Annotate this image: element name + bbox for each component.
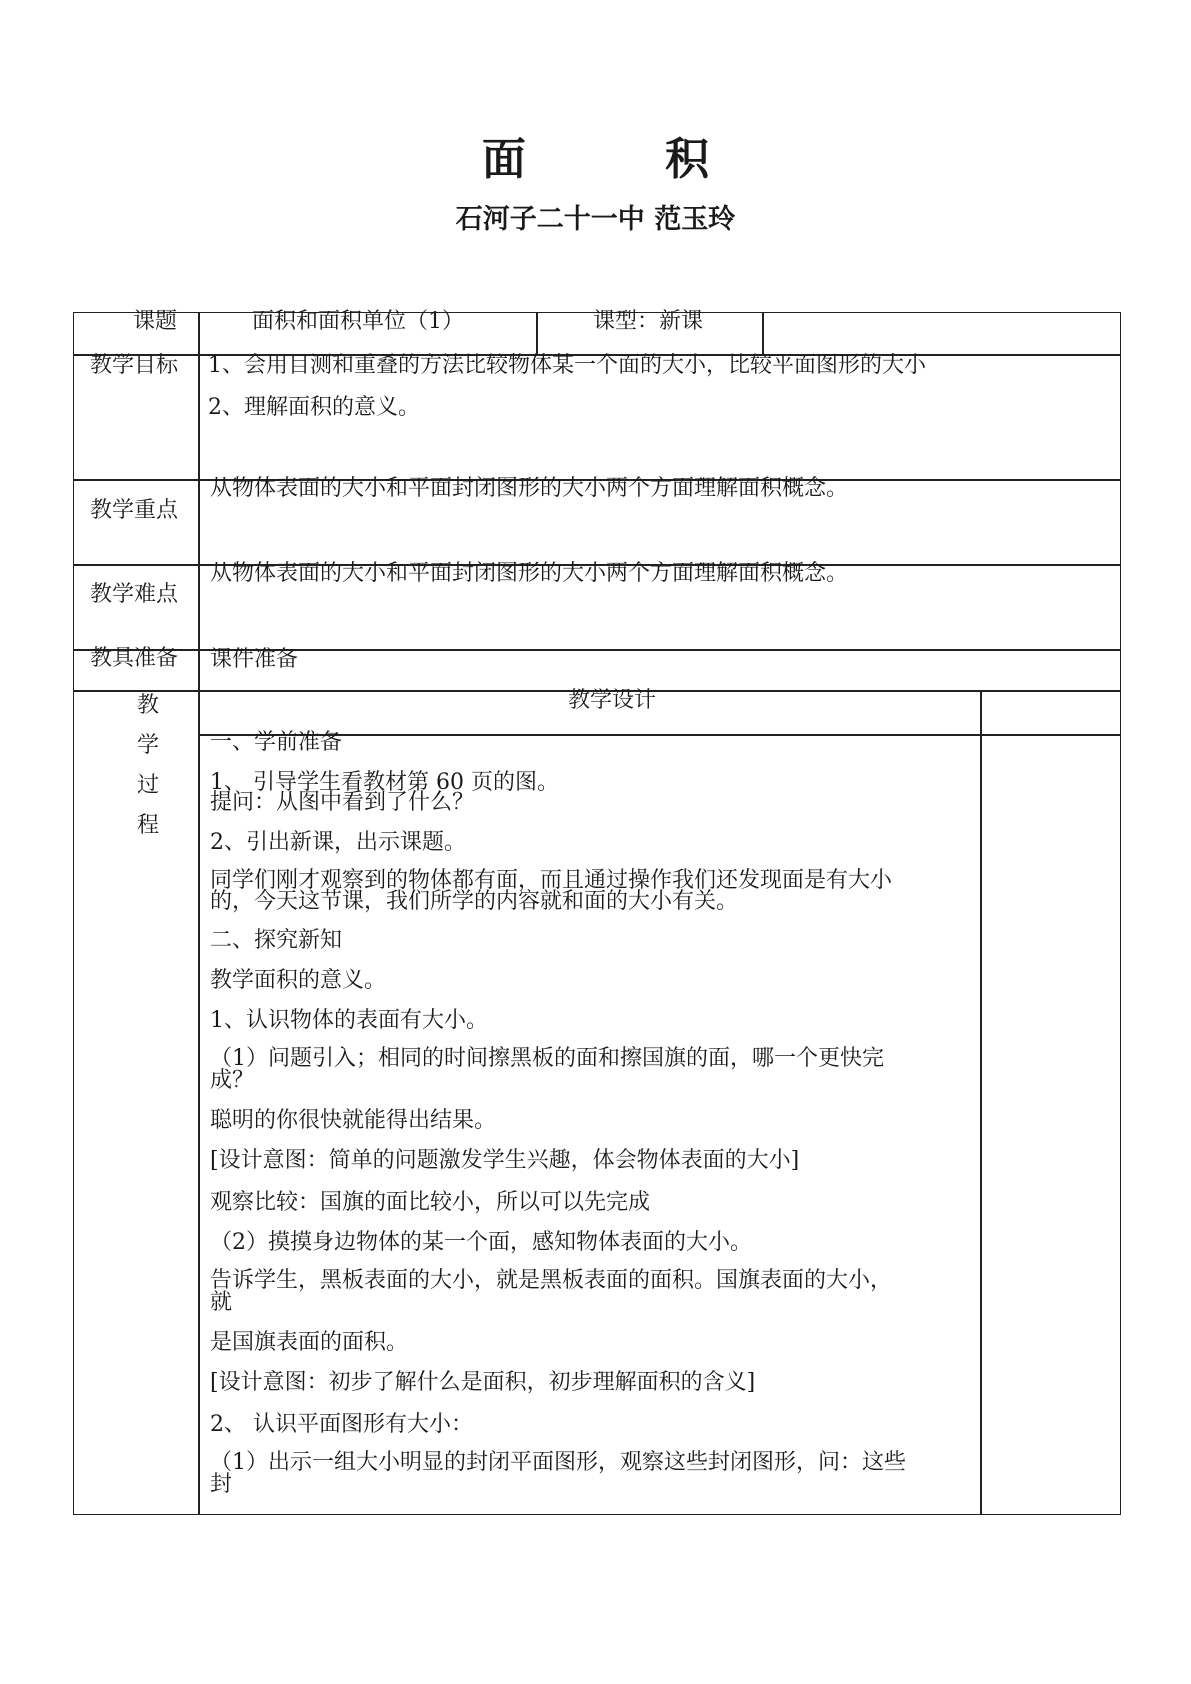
design-line: 二、探究新知 <box>210 928 343 953</box>
topic-label: 课题 <box>133 309 178 334</box>
design-line: [设计意图：简单的问题激发学生兴趣，体会物体表面的大小] <box>210 1148 800 1173</box>
process-label <box>133 686 163 846</box>
column-divider <box>198 312 200 1515</box>
column-divider <box>762 312 764 354</box>
design-line: 观察比较：国旗的面比较小，所以可以先完成 <box>210 1190 651 1215</box>
materials-text: 课件准备 <box>210 647 299 672</box>
design-line: [设计意图：初步了解什么是面积，初步理解面积的含义] <box>210 1370 756 1395</box>
objectives-label: 教学目标 <box>90 353 179 378</box>
page-title: 面 积 <box>481 134 772 185</box>
design-line: （2）摸摸身边物体的某一个面，感知物体表面的大小。 <box>210 1230 752 1255</box>
author-line: 石河子二十一中 范玉玲 <box>455 204 736 235</box>
design-line: （1）问题引入；相同的时间擦黑板的面和擦国旗的面，哪一个更快完 <box>210 1046 884 1071</box>
design-line: 一、学前准备 <box>210 730 343 755</box>
objective-line-1: 1、会用目测和重叠的方法比较物体某一个面的大小，比较平面图形的大小 <box>208 353 926 378</box>
column-divider <box>980 690 982 1515</box>
process-label-char: 学 <box>136 733 159 758</box>
objective-line-2: 2、理解面积的意义。 <box>208 395 420 420</box>
design-line: 成？ <box>210 1068 255 1093</box>
process-label-char: 教 <box>136 693 159 718</box>
design-line: 2、引出新课，出示课题。 <box>210 830 466 855</box>
materials-label: 教具准备 <box>90 646 179 671</box>
topic-value: 面积和面积单位（1） <box>252 309 464 334</box>
design-line: 就 <box>210 1290 233 1315</box>
design-line: 是国旗表面的面积。 <box>210 1330 409 1355</box>
design-line: 2、 认识平面图形有大小： <box>210 1412 473 1437</box>
design-line: 的，今天这节课，我们所学的内容就和面的大小有关。 <box>210 889 739 914</box>
design-line: 1、认识物体的表面有大小。 <box>210 1008 488 1033</box>
key-points-label: 教学重点 <box>90 498 179 523</box>
process-label-char: 过 <box>136 773 159 798</box>
design-line: 提问：从图中看到了什么？ <box>210 790 475 815</box>
design-line: 告诉学生，黑板表面的大小，就是黑板表面的面积。国旗表面的大小， <box>210 1268 893 1293</box>
key-points-text: 从物体表面的大小和平面封闭图形的大小两个方面理解面积概念。 <box>210 476 849 501</box>
design-line: （1）出示一组大小明显的封闭平面图形，观察这些封闭图形，问：这些 <box>210 1450 906 1475</box>
design-line: 1、 引导学生看教材第 60 页的图。 <box>210 770 559 795</box>
design-line: 教学面积的意义。 <box>210 968 387 993</box>
design-header: 教学设计 <box>568 688 657 713</box>
design-line: 聪明的你很快就能得出结果。 <box>210 1108 497 1133</box>
column-divider <box>536 312 538 354</box>
design-line: 封 <box>210 1472 233 1497</box>
difficulties-label: 教学难点 <box>90 582 179 607</box>
design-line: 同学们刚才观察到的物体都有面，而且通过操作我们还发现面是有大小 <box>210 868 893 893</box>
difficulties-text: 从物体表面的大小和平面封闭图形的大小两个方面理解面积概念。 <box>210 561 849 586</box>
process-label-char: 程 <box>136 813 159 838</box>
lesson-type: 课型：新课 <box>593 309 704 334</box>
